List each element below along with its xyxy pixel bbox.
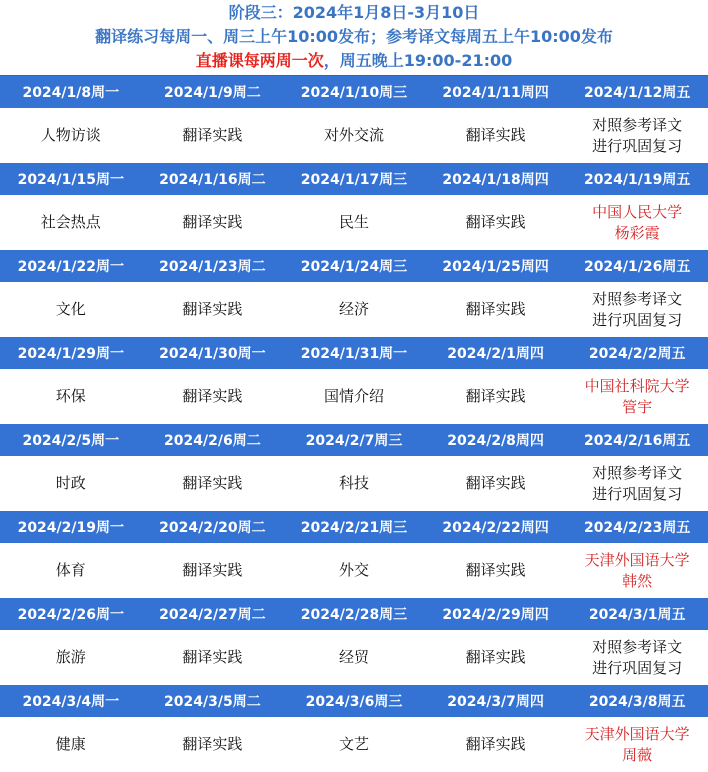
topic-line: 翻译实践: [182, 213, 243, 231]
topic-line: 翻译实践: [182, 474, 243, 492]
date-cell: 2024/1/16周二: [159, 172, 266, 188]
topic-line: 进行巩固复习: [592, 136, 683, 155]
topic-line: 对照参考译文: [592, 115, 683, 134]
topic-line: 体育: [55, 561, 86, 579]
topic-line: 民生: [338, 213, 369, 231]
topic-cell: [425, 543, 567, 598]
date-cell: 2024/2/16周五: [583, 433, 691, 449]
topic-line: 旅游: [55, 648, 86, 666]
topic-line: 翻译实践: [465, 213, 526, 231]
date-cell: 2024/1/23周二: [159, 259, 266, 275]
lecturer-cell: [566, 717, 708, 772]
topic-line: 翻译实践: [182, 387, 243, 405]
live-class-time: ，周五晚上19:00-21:00: [323, 51, 513, 70]
topic-cell: [283, 543, 425, 598]
topic-row: [0, 630, 708, 685]
topic-cell: [283, 630, 425, 685]
topic-line: 翻译实践: [182, 648, 243, 666]
topic-cell: [0, 195, 142, 250]
topic-line: 翻译实践: [182, 561, 243, 579]
date-cell: 2024/1/25周四: [442, 259, 549, 275]
topic-line: 国情介绍: [323, 387, 384, 405]
schedule-header: [0, 0, 708, 75]
topic-cell: [283, 456, 425, 511]
date-cell: 2024/2/28周三: [300, 607, 408, 623]
topic-cell: [425, 630, 567, 685]
topic-cell: [0, 369, 142, 424]
topic-cell: [0, 630, 142, 685]
topic-cell: [283, 108, 425, 163]
topic-line: 外交: [338, 561, 369, 579]
topic-cell: [425, 717, 567, 772]
topic-cell: [425, 282, 567, 337]
schedule-table: [0, 75, 708, 772]
topic-line: 对照参考译文: [592, 289, 683, 308]
lecturer-cell: [566, 543, 708, 598]
date-cell: 2024/2/2周五: [588, 346, 686, 362]
topic-line: 翻译实践: [465, 474, 526, 492]
university-name: 天津外国语大学: [584, 550, 690, 569]
topic-line: 时政: [55, 474, 86, 492]
lecturer-cell: [566, 369, 708, 424]
date-row: [0, 76, 708, 108]
topic-cell: [425, 456, 567, 511]
topic-row: [0, 717, 708, 772]
review-cell: [566, 456, 708, 511]
topic-line: 翻译实践: [182, 735, 243, 753]
date-cell: 2024/3/1周五: [588, 607, 686, 623]
topic-line: 翻译实践: [465, 300, 526, 318]
university-name: 中国社科院大学: [584, 376, 690, 395]
topic-line: 对外交流: [323, 126, 384, 144]
topic-cell: [283, 369, 425, 424]
topic-cell: [142, 282, 284, 337]
date-cell: 2024/1/10周三: [300, 85, 408, 101]
date-cell: 2024/3/6周三: [305, 694, 403, 710]
date-cell: 2024/1/26周五: [583, 259, 691, 275]
topic-cell: [425, 369, 567, 424]
date-row: [0, 163, 708, 195]
topic-line: 翻译实践: [465, 735, 526, 753]
date-cell: 2024/1/9周二: [164, 85, 261, 101]
topic-line: 对照参考译文: [592, 463, 683, 482]
topic-row: [0, 369, 708, 424]
topic-row: [0, 195, 708, 250]
topic-row: [0, 282, 708, 337]
date-cell: 2024/2/23周五: [583, 520, 691, 536]
date-cell: 2024/1/31周一: [300, 346, 408, 362]
date-cell: 2024/2/21周三: [300, 520, 408, 536]
topic-line: 进行巩固复习: [592, 658, 683, 677]
stage-title: 阶段三：2024年1月8日-3月10日: [228, 3, 480, 22]
date-cell: 2024/1/22周一: [17, 259, 124, 275]
topic-cell: [283, 195, 425, 250]
date-row: [0, 685, 708, 717]
date-row: [0, 337, 708, 369]
live-class-frequency: 直播课每两周一次: [195, 51, 324, 70]
topic-line: 社会热点: [40, 213, 101, 231]
date-cell: 2024/2/7周三: [305, 433, 403, 449]
university-name: 天津外国语大学: [584, 724, 690, 743]
topic-line: 文艺: [338, 735, 369, 753]
topic-cell: [425, 195, 567, 250]
topic-cell: [142, 195, 284, 250]
university-name: 中国人民大学: [592, 202, 683, 221]
date-cell: 2024/2/22周四: [442, 520, 549, 536]
topic-line: 科技: [338, 474, 369, 492]
topic-cell: [283, 717, 425, 772]
topic-cell: [0, 717, 142, 772]
date-cell: 2024/1/29周一: [17, 346, 124, 362]
topic-line: 翻译实践: [465, 561, 526, 579]
topic-line: 进行巩固复习: [592, 310, 683, 329]
date-cell: 2024/2/19周一: [17, 520, 124, 536]
topic-cell: [142, 717, 284, 772]
topic-line: 人物访谈: [40, 126, 101, 144]
lecturer-name: 杨彩霞: [614, 223, 660, 242]
date-cell: 2024/2/8周四: [447, 433, 544, 449]
date-row: [0, 598, 708, 630]
topic-cell: [0, 108, 142, 163]
topic-row: [0, 108, 708, 163]
topic-cell: [142, 456, 284, 511]
topic-line: 翻译实践: [182, 300, 243, 318]
date-cell: 2024/3/4周一: [22, 694, 120, 710]
lecturer-name: 管宇: [622, 397, 653, 416]
date-cell: 2024/2/26周一: [17, 607, 124, 623]
topic-line: 环保: [55, 387, 86, 405]
lecturer-name: 周薇: [622, 745, 653, 764]
topic-line: 翻译实践: [465, 126, 526, 144]
date-cell: 2024/2/1周四: [447, 346, 544, 362]
topic-cell: [142, 630, 284, 685]
topic-row: [0, 543, 708, 598]
date-cell: 2024/3/8周五: [588, 694, 686, 710]
date-cell: 2024/2/6周二: [164, 433, 261, 449]
review-cell: [566, 630, 708, 685]
topic-cell: [425, 108, 567, 163]
release-schedule-note: 翻译练习每周一、周三上午10:00发布；参考译文每周五上午10:00发布: [95, 27, 613, 46]
topic-cell: [142, 543, 284, 598]
review-cell: [566, 108, 708, 163]
topic-line: 翻译实践: [465, 648, 526, 666]
topic-cell: [142, 108, 284, 163]
topic-line: 经贸: [338, 648, 369, 666]
topic-cell: [0, 282, 142, 337]
topic-cell: [0, 456, 142, 511]
date-cell: 2024/2/29周四: [442, 607, 549, 623]
lecturer-name: 韩然: [622, 571, 653, 590]
date-cell: 2024/2/20周二: [159, 520, 266, 536]
date-cell: 2024/1/11周四: [442, 85, 549, 101]
topic-line: 经济: [338, 300, 369, 318]
date-cell: 2024/1/8周一: [22, 85, 120, 101]
topic-line: 健康: [55, 735, 86, 753]
live-class-note: [0, 49, 708, 73]
date-cell: 2024/2/27周二: [159, 607, 266, 623]
topic-line: 进行巩固复习: [592, 484, 683, 503]
date-cell: 2024/3/7周四: [447, 694, 544, 710]
date-cell: 2024/2/5周一: [22, 433, 120, 449]
review-cell: [566, 282, 708, 337]
date-row: [0, 511, 708, 543]
topic-line: 文化: [55, 300, 86, 318]
date-cell: 2024/1/12周五: [583, 85, 691, 101]
date-cell: 2024/1/15周一: [17, 172, 124, 188]
date-cell: 2024/1/24周三: [300, 259, 408, 275]
date-cell: 2024/1/30周一: [159, 346, 266, 362]
lecturer-cell: [566, 195, 708, 250]
topic-row: [0, 456, 708, 511]
date-row: [0, 424, 708, 456]
topic-line: 对照参考译文: [592, 637, 683, 656]
date-cell: 2024/1/17周三: [300, 172, 408, 188]
date-cell: 2024/1/19周五: [583, 172, 691, 188]
topic-cell: [283, 282, 425, 337]
date-cell: 2024/1/18周四: [442, 172, 549, 188]
topic-cell: [0, 543, 142, 598]
topic-line: 翻译实践: [182, 126, 243, 144]
topic-cell: [142, 369, 284, 424]
date-cell: 2024/3/5周二: [164, 694, 261, 710]
topic-line: 翻译实践: [465, 387, 526, 405]
date-row: [0, 250, 708, 282]
